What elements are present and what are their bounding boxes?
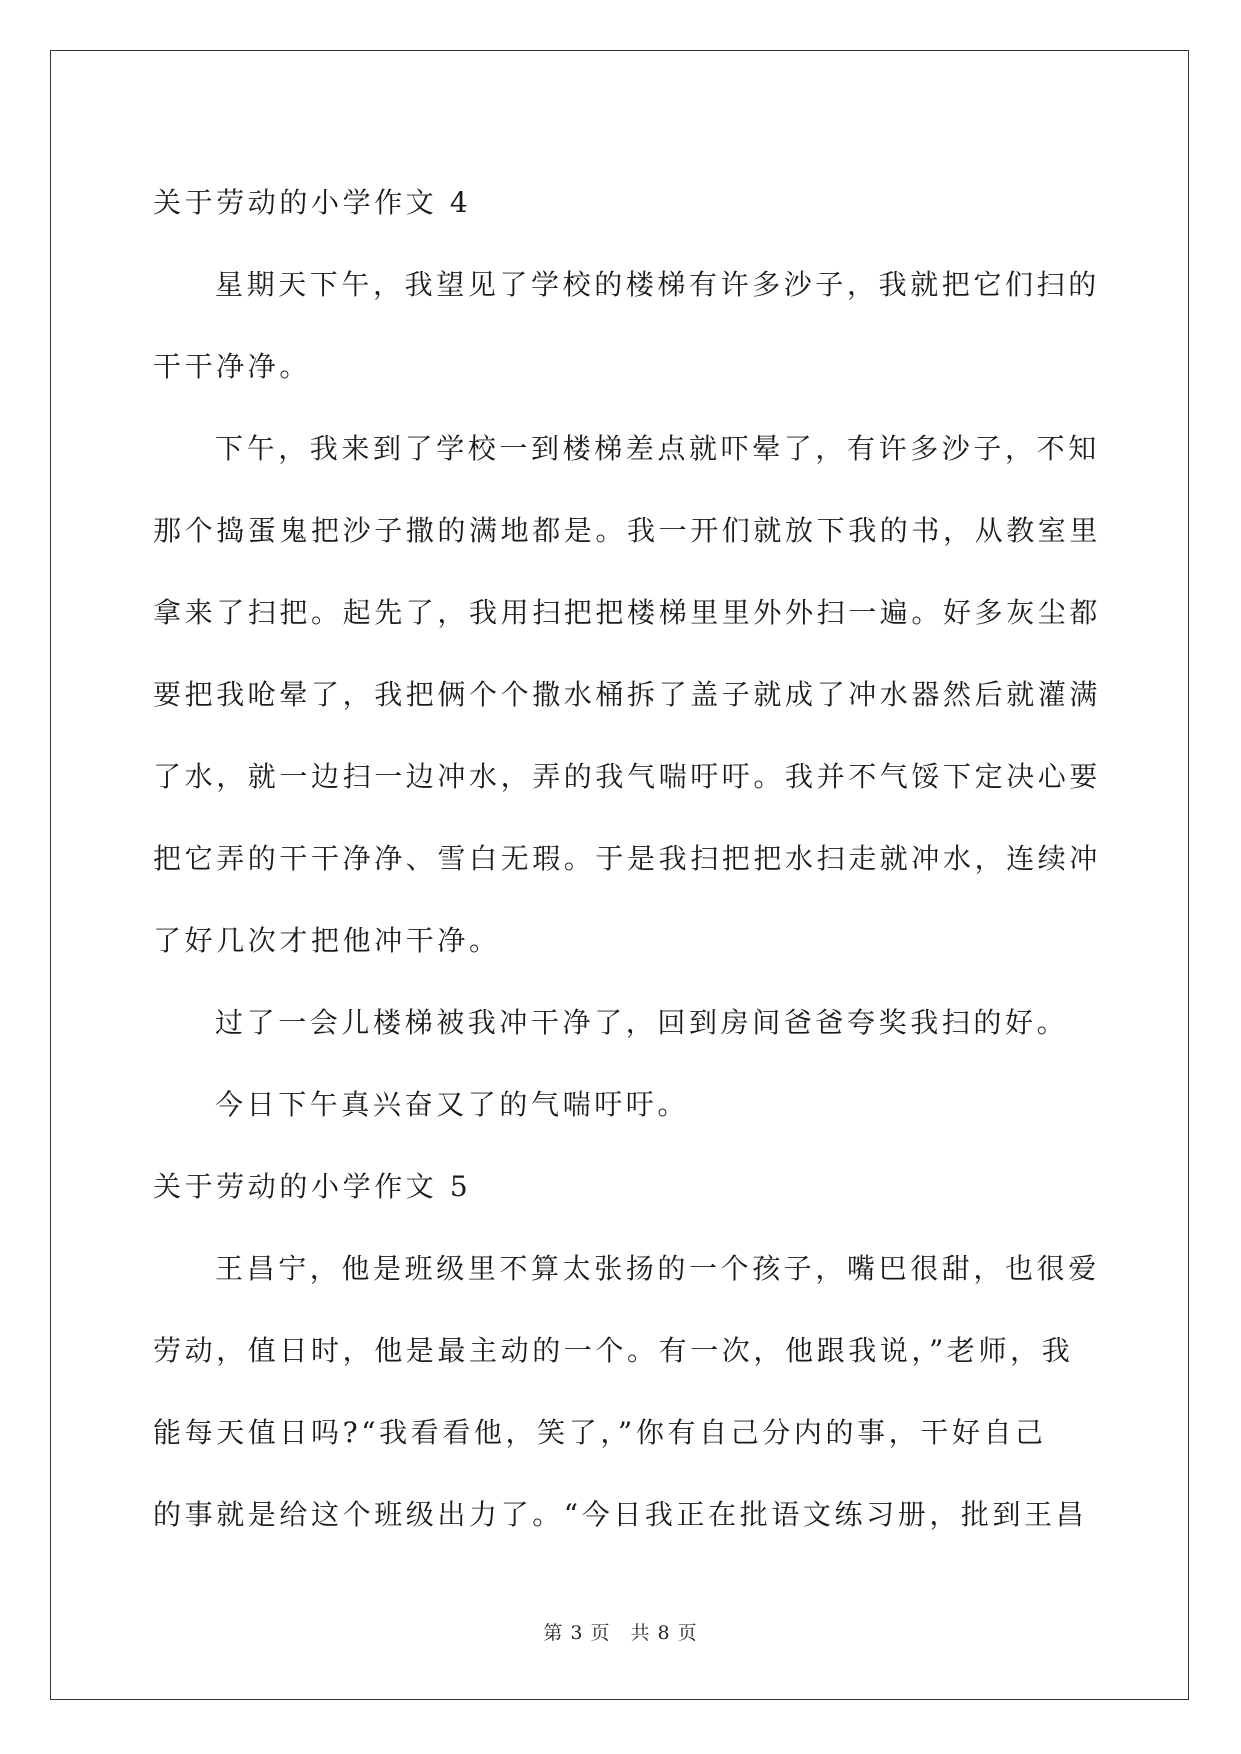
essay-5-title: 关于劳动的小学作文 5 bbox=[153, 1170, 472, 1203]
paragraph-line: 把它弄的干干净净、雪白无瑕。于是我扫把把水扫走就冲水，连续冲 bbox=[153, 842, 1102, 875]
paragraph-line: 过了一会儿楼梯被我冲干净了，回到房间爸爸夸奖我扫的好。 bbox=[215, 1006, 1069, 1039]
document-body bbox=[153, 162, 1102, 1556]
paragraph-line: 拿来了扫把。起先了，我用扫把把楼梯里里外外扫一遍。好多灰尘都 bbox=[153, 596, 1102, 629]
page-number-footer: 第 3 页 共 8 页 bbox=[543, 1622, 698, 1644]
paragraph-line: 要把我呛晕了，我把俩个个撒水桶拆了盖子就成了冲水器然后就灌满 bbox=[153, 678, 1102, 711]
paragraph-line: 的事就是给这个班级出力了。“今日我正在批语文练习册，批到王昌 bbox=[153, 1498, 1088, 1531]
paragraph-line: 能每天值日吗?“我看看他，笑了，”你有自己分内的事，干好自己 bbox=[153, 1416, 1047, 1449]
paragraph-line: 星期天下午，我望见了学校的楼梯有许多沙子，我就把它们扫的 bbox=[215, 268, 1100, 301]
paragraph-line: 干干净净。 bbox=[153, 350, 312, 383]
paragraph-line: 劳动，值日时，他是最主动的一个。有一次，他跟我说，”老师，我 bbox=[153, 1334, 1074, 1367]
paragraph-line: 今日下午真兴奋又了的气喘吁吁。 bbox=[215, 1088, 690, 1121]
essay-4-title: 关于劳动的小学作文 4 bbox=[153, 186, 472, 219]
paragraph-line: 下午，我来到了学校一到楼梯差点就吓晕了，有许多沙子，不知 bbox=[215, 432, 1100, 465]
paragraph-line: 王昌宁，他是班级里不算太张扬的一个孩子，嘴巴很甜，也很爱 bbox=[215, 1252, 1100, 1285]
paragraph-line: 那个捣蛋鬼把沙子撒的满地都是。我一开们就放下我的书，从教室里 bbox=[153, 514, 1102, 547]
paragraph-line: 了水，就一边扫一边冲水，弄的我气喘吁吁。我并不气馁下定决心要 bbox=[153, 760, 1102, 793]
paragraph-line: 了好几次才把他冲干净。 bbox=[153, 924, 501, 957]
